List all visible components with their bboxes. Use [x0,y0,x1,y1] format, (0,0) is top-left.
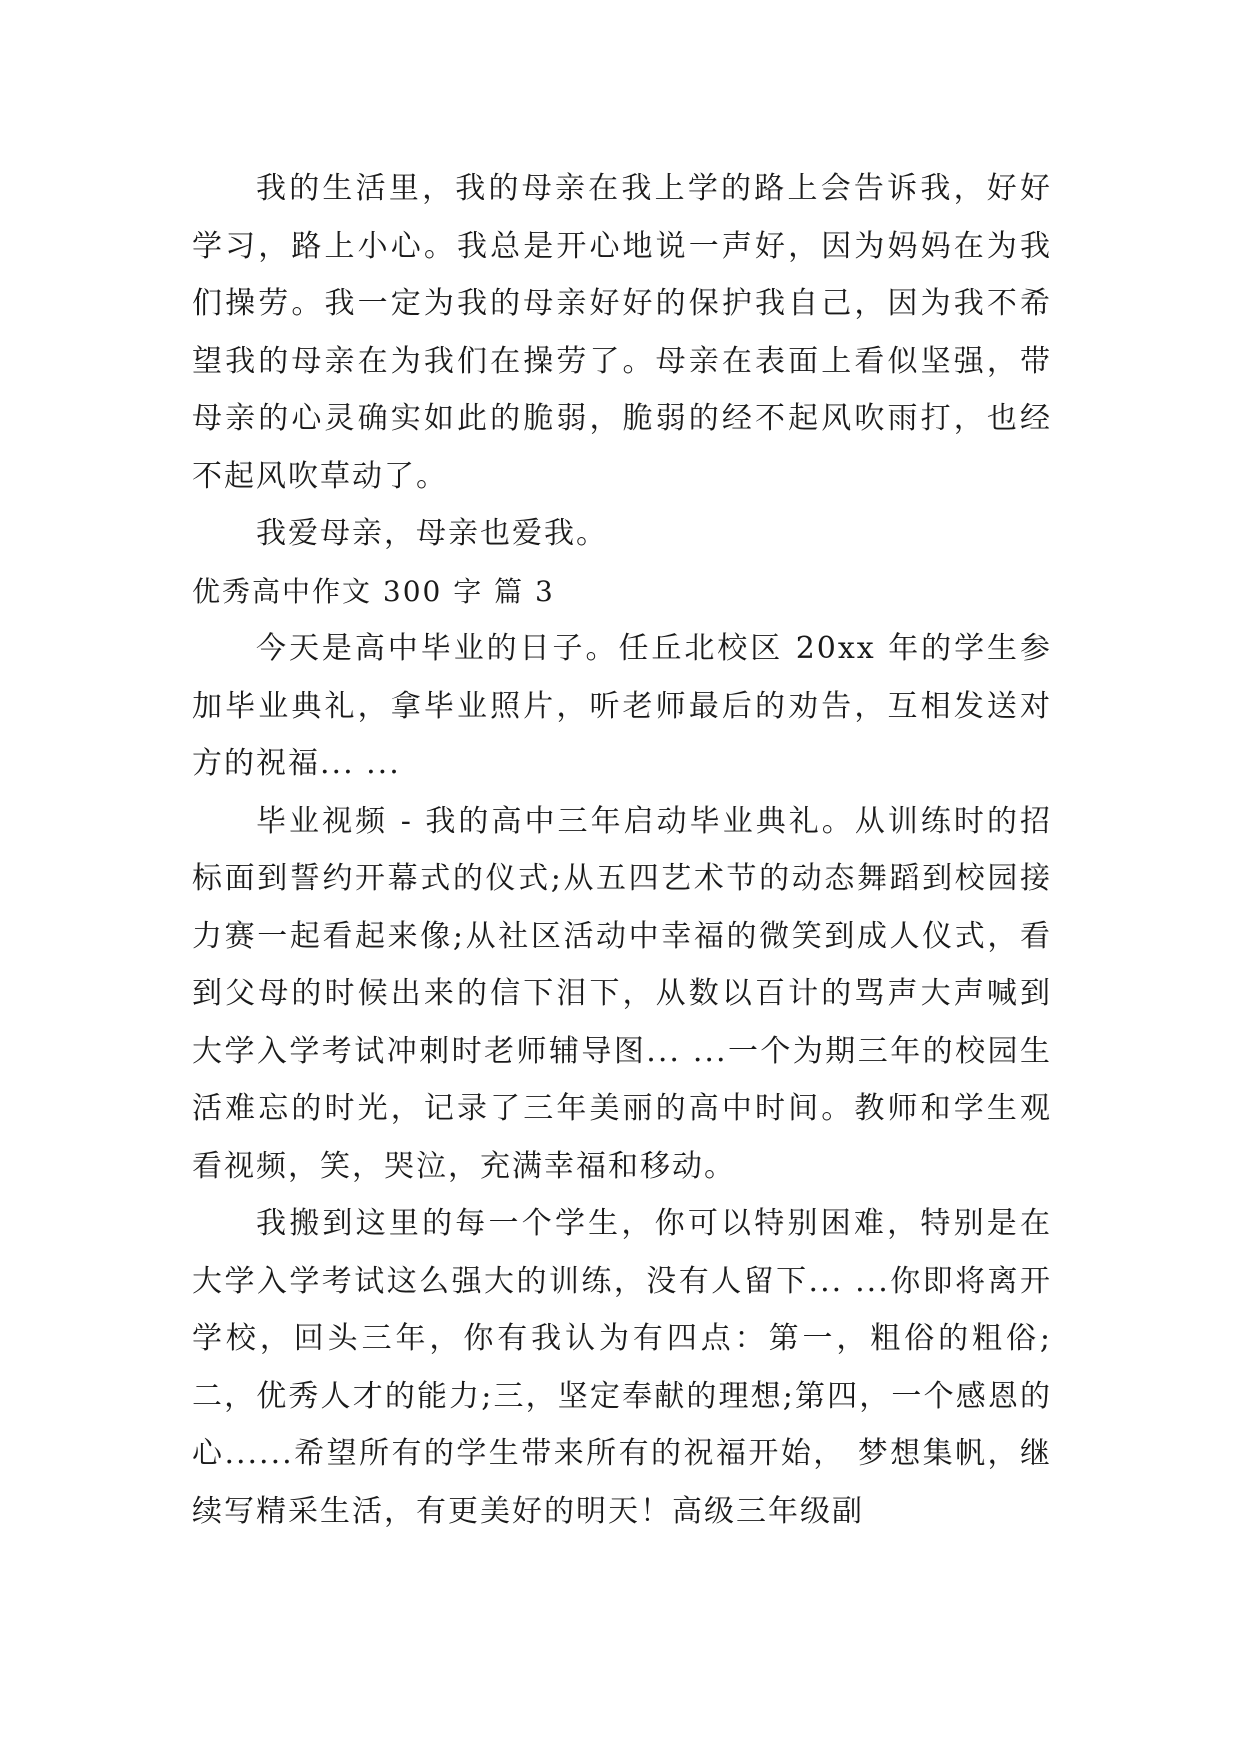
document-body [192,160,1052,1540]
paragraph-mother-care: 我的生活里，我的母亲在我上学的路上会告诉我，好好学习，路上小心。我总是开心地说一声好，因为妈妈在为我们操劳。我一定为我的母亲好好的保护我自己，因为我不希望我的母亲在为我们在操劳了。母亲在表面上看似坚强，带母亲的心灵确实如此的脆弱，脆弱的经不起风吹雨打，也经不起风吹草动了。 [192,171,1052,494]
paragraph-farewell-message: 我搬到这里的每一个学生，你可以特别困难，特别是在大学入学考试这么强大的训练，没有人留下... ...你即将离开学校，回头三年，你有我认为有四点：第一，粗俗的粗俗;二，优秀人才的能力;三，坚定奉献的理想;第四，一个感恩的心......希望所有的学生带来所有的祝福开始， 梦想集帆，继续写精采生活，有更美好的明天！高级三年级副 [192,1206,1052,1529]
paragraph-love-mother: 我爱母亲，母亲也爱我。 [256,516,608,551]
paragraph-graduation-video: 毕业视频 - 我的高中三年启动毕业典礼。从训练时的招标面到誓约开幕式的仪式;从五四艺术节的动态舞蹈到校园接力赛一起看起来像;从社区活动中幸福的微笑到成人仪式，看到父母的时候出来的信下泪下，从数以百计的骂声大声喊到大学入学考试冲刺时老师辅导图... ...一个为期三年的校园生活难忘的时光，记录了三年美丽的高中时间。教师和学生观看视频，笑，哭泣，充满幸福和移动。 [192,803,1052,1184]
section-heading: 优秀高中作文 300 字 篇 3 [192,574,555,608]
paragraph-graduation-day: 今天是高中毕业的日子。任丘北校区 20xx 年的学生参加毕业典礼，拿毕业照片，听老师最后的劝告，互相发送对方的祝福... ... [192,631,1052,781]
